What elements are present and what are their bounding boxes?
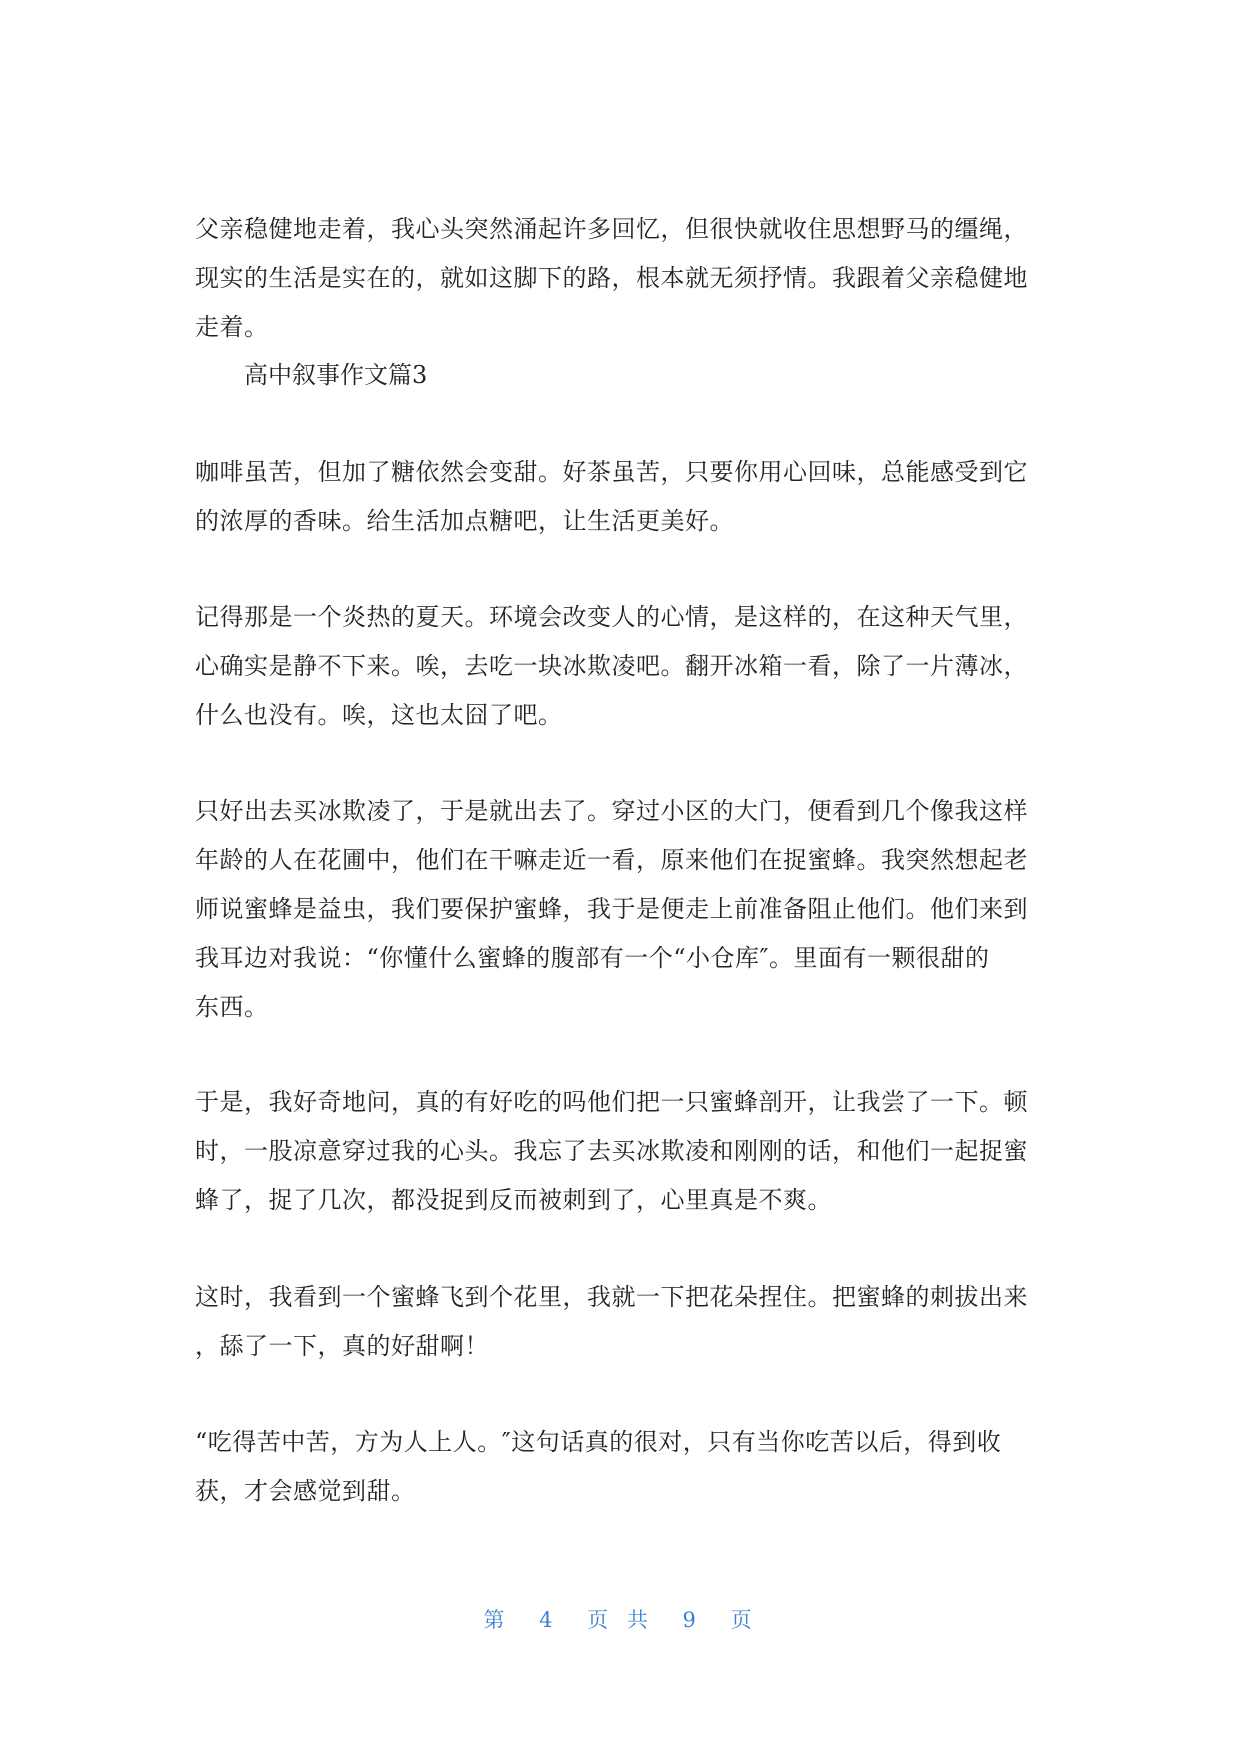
footer-middle: 页 共 [587,1608,654,1632]
paragraph-line: 年龄的人在花圃中，他们在干嘛走近一看，原来他们在捉蜜蜂。我突然想起老 [195,846,1028,874]
paragraph-line: 师说蜜蜂是益虫，我们要保护蜜蜂，我于是便走上前准备阻止他们。他们来到 [195,895,1028,923]
paragraph-line: 咖啡虽苦，但加了糖依然会变甜。好茶虽苦，只要你用心回味，总能感受到它 [195,458,1028,486]
paragraph-line: 蜂了，捉了几次，都没捉到反而被刺到了，心里真是不爽。 [195,1186,832,1214]
paragraph-1 [195,205,1055,352]
paragraph-7 [195,1418,1055,1516]
paragraph-3 [195,593,1055,740]
paragraph-line: 于是，我好奇地问，真的有好吃的吗他们把一只蜜蜂剖开，让我尝了一下。顿 [195,1088,1028,1116]
paragraph-line: 获，才会感觉到甜。 [195,1477,416,1505]
paragraph-2 [195,448,1055,546]
paragraph-line: 现实的生活是实在的，就如这脚下的路，根本就无须抒情。我跟着父亲稳健地 [195,264,1028,292]
paragraph-line: 心确实是静不下来。唉，去吃一块冰欺凌吧。翻开冰箱一看，除了一片薄冰， [195,652,1028,680]
footer-prefix: 第 [483,1608,511,1632]
paragraph-line: 走着。 [195,313,269,341]
paragraph-line: 东西。 [195,993,269,1021]
paragraph-5 [195,1078,1055,1225]
paragraph-6 [195,1273,1055,1371]
paragraph-line: “吃得苦中苦，方为人上人。″这句话真的很对，只有当你吃苦以后，得到收 [195,1428,1002,1456]
current-page-number: 4 [539,1608,559,1632]
section-heading: 高中叙事作文篇3 [244,361,428,389]
paragraph-line: 的浓厚的香味。给生活加点糖吧，让生活更美好。 [195,507,734,535]
paragraph-line: 我耳边对我说：“你懂什么蜜蜂的腹部有一个“小仓库″。里面有一颗很甜的 [195,944,990,972]
paragraph-line: 父亲稳健地走着，我心头突然涌起许多回忆，但很快就收住思想野马的缰绳， [195,215,1028,243]
paragraph-line: 这时，我看到一个蜜蜂飞到个花里，我就一下把花朵捏住。把蜜蜂的刺拔出来 [195,1283,1028,1311]
paragraph-line: 什么也没有。唉，这也太囧了吧。 [195,701,563,729]
page-number-footer [0,1604,1241,1634]
paragraph-line: 记得那是一个炎热的夏天。环境会改变人的心情，是这样的，在这种天气里， [195,603,1028,631]
paragraph-line: 只好出去买冰欺凌了，于是就出去了。穿过小区的大门，便看到几个像我这样 [195,797,1028,825]
paragraph-line: 时，一股凉意穿过我的心头。我忘了去买冰欺凌和刚刚的话，和他们一起捉蜜 [195,1137,1028,1165]
paragraph-4 [195,787,1055,1032]
total-page-count: 9 [682,1608,702,1632]
paragraph-line: ，舔了一下，真的好甜啊！ [195,1332,489,1360]
footer-suffix: 页 [730,1608,758,1632]
